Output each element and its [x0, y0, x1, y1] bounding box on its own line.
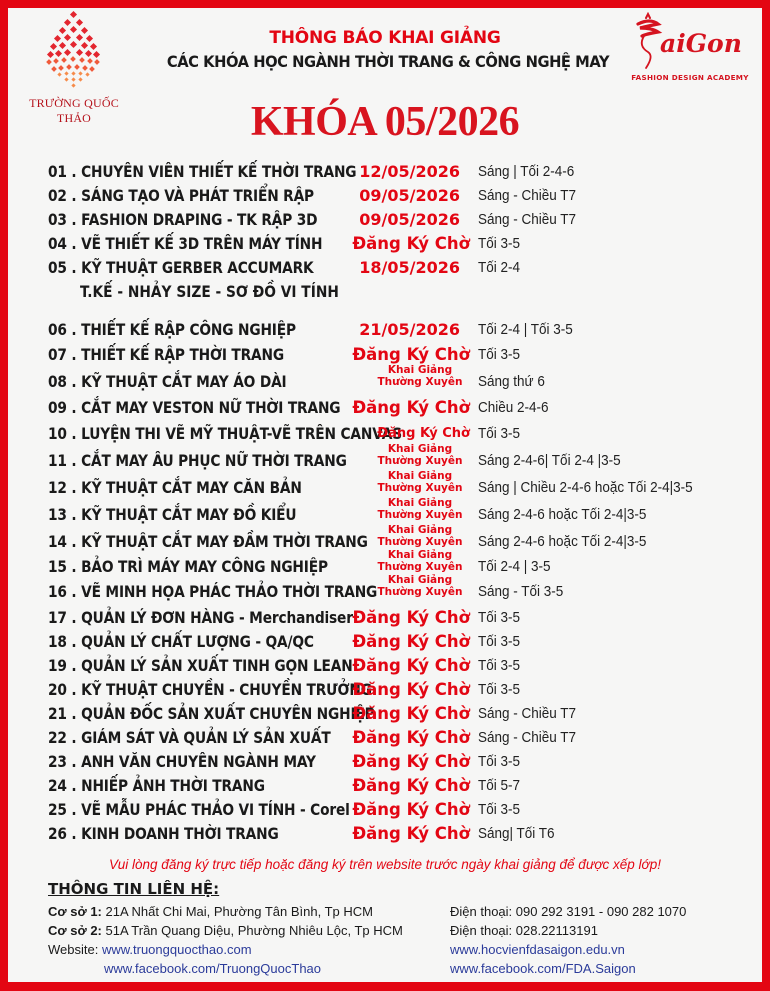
- course-row: [0, 210, 770, 234]
- course-row: [0, 258, 770, 306]
- course-start-date: 09/05/2026: [359, 186, 460, 205]
- course-row: [0, 234, 770, 258]
- course-row: [0, 574, 770, 606]
- course-start-waitlist: Đăng Ký Chờ: [352, 728, 470, 747]
- course-title: 13 . KỸ THUẬT CẮT MAY ĐỒ KIỂU: [48, 505, 297, 524]
- course-start-ongoing: Khai Giảng Thường Xuyên: [377, 524, 463, 548]
- course-title: 09 . CẮT MAY VESTON NỮ THỜI TRANG: [48, 398, 341, 417]
- website-link-fdasaigon[interactable]: www.hocvienfdasaigon.edu.vn: [450, 942, 625, 957]
- course-title: 24 . NHIẾP ẢNH THỜI TRANG: [48, 776, 265, 795]
- course-title: 15 . BẢO TRÌ MÁY MAY CÔNG NGHIỆP: [48, 557, 328, 576]
- course-start-waitlist: Đăng Ký Chờ: [352, 345, 470, 364]
- course-start-waitlist: Đăng Ký Chờ: [352, 632, 470, 651]
- course-row: [0, 162, 770, 186]
- course-schedule: Tối 3-5: [478, 753, 521, 770]
- svg-text:aiGon: aiGon: [660, 29, 742, 58]
- course-schedule: Tối 3-5: [478, 681, 521, 698]
- course-title: 21 . QUẢN ĐỐC SẢN XUẤT CHUYÊN NGHIỆP: [48, 704, 375, 723]
- course-schedule: Sáng - Tối 3-5: [478, 583, 564, 600]
- course-start-waitlist: Đăng Ký Chờ: [352, 680, 470, 699]
- facebook-link-fdasaigon[interactable]: www.facebook.com/FDA.Saigon: [450, 961, 636, 976]
- course-title: 23 . ANH VĂN CHUYÊN NGÀNH MAY: [48, 752, 316, 771]
- course-title: 26 . KINH DOANH THỜI TRANG: [48, 824, 279, 843]
- course-schedule: Sáng| Tối T6: [478, 825, 555, 842]
- contact-heading: THÔNG TIN LIÊN HỆ:: [48, 880, 220, 898]
- campus-2-phone: Điện thoại: 028.22113191: [450, 923, 598, 938]
- campus-2-address: Cơ sở 2: 51A Trần Quang Diệu, Phường Nhiêu Lộc, Tp HCM: [48, 923, 403, 938]
- course-title: 22 . GIÁM SÁT VÀ QUẢN LÝ SẢN XUẤT: [48, 728, 331, 747]
- course-schedule: Tối 5-7: [478, 777, 521, 794]
- course-row: [0, 824, 770, 848]
- course-title: 06 . THIẾT KẾ RẬP CÔNG NGHIỆP: [48, 320, 296, 339]
- course-title: 02 . SÁNG TẠO VÀ PHÁT TRIỂN RẬP: [48, 186, 314, 205]
- course-term-title: KHÓA 05/2026: [250, 99, 520, 145]
- website-label: Website:: [48, 942, 102, 957]
- course-title: 18 . QUẢN LÝ CHẤT LƯỢNG - QA/QC: [48, 632, 314, 651]
- course-schedule: Tối 3-5: [478, 609, 521, 626]
- course-schedule: Tối 3-5: [478, 633, 521, 650]
- course-schedule: Sáng - Chiều T7: [478, 705, 577, 722]
- course-title: 14 . KỸ THUẬT CẮT MAY ĐẦM THỜI TRANG: [48, 532, 368, 551]
- course-schedule: Sáng | Tối 2-4-6: [478, 163, 575, 180]
- course-row: [0, 632, 770, 656]
- course-row: [0, 608, 770, 632]
- course-row: [0, 704, 770, 728]
- facebook-link-truongquocthao[interactable]: www.facebook.com/TruongQuocThao: [104, 961, 322, 976]
- course-row: [0, 680, 770, 704]
- course-start-ongoing: Khai Giảng Thường Xuyên: [377, 574, 463, 598]
- course-schedule: Sáng - Chiều T7: [478, 729, 577, 746]
- right-logo-subtitle: FASHION DESIGN ACADEMY: [631, 73, 749, 82]
- course-title: 12 . KỸ THUẬT CẮT MAY CĂN BẢN: [48, 478, 302, 497]
- course-row: [0, 364, 770, 396]
- registration-note: Vui lòng đăng ký trực tiếp hoặc đăng ký trên website trước ngày khai giảng để được xếp lớp!: [109, 857, 661, 872]
- course-start-ongoing: Khai Giảng Thường Xuyên: [377, 497, 463, 521]
- course-row: [0, 800, 770, 824]
- course-schedule: Tối 3-5: [478, 346, 521, 363]
- course-start-waitlist: Đăng Ký Chờ: [352, 824, 470, 843]
- course-row: [0, 752, 770, 776]
- course-schedule: Sáng thứ 6: [478, 373, 545, 390]
- course-schedule: Tối 2-4 | 3-5: [478, 558, 551, 575]
- course-start-waitlist: Đăng Ký Chờ: [352, 234, 470, 253]
- course-start-ongoing: Khai Giảng Thường Xuyên: [377, 364, 463, 388]
- course-start-waitlist: Đăng Ký Chờ: [352, 752, 470, 771]
- course-start-waitlist: Đăng Ký Chờ: [352, 704, 470, 723]
- notice-subtitle: CÁC KHÓA HỌC NGÀNH THỜI TRANG & CÔNG NGHỆ MAY: [166, 52, 610, 71]
- course-title: 01 . CHUYÊN VIÊN THIẾT KẾ THỜI TRANG: [48, 162, 357, 181]
- course-start-waitlist: Đăng Ký Chờ: [352, 776, 470, 795]
- course-schedule: Sáng 2-4-6 hoặc Tối 2-4|3-5: [478, 506, 647, 523]
- course-schedule: Tối 2-4: [478, 259, 521, 276]
- course-schedule: Tối 3-5: [478, 657, 521, 674]
- course-title: 07 . THIẾT KẾ RẬP THỜI TRANG: [48, 345, 285, 364]
- course-schedule: Sáng - Chiều T7: [478, 211, 577, 228]
- course-title: 08 . KỸ THUẬT CẮT MAY ÁO DÀI: [48, 372, 287, 391]
- course-title: 25 . VẼ MẪU PHÁC THẢO VI TÍNH - Corel: [48, 800, 350, 819]
- course-start-waitlist: Đăng Ký Chờ: [352, 608, 470, 627]
- course-start-date: 18/05/2026: [359, 258, 460, 277]
- course-row: [0, 776, 770, 800]
- course-schedule: Sáng 2-4-6| Tối 2-4 |3-5: [478, 452, 621, 469]
- course-start-ongoing: Khai Giảng Thường Xuyên: [377, 470, 463, 494]
- course-schedule: Tối 3-5: [478, 801, 521, 818]
- course-schedule: Tối 3-5: [478, 425, 521, 442]
- course-row: [0, 320, 770, 344]
- campus-1-phone: Điện thoại: 090 292 3191 - 090 282 1070: [450, 904, 687, 919]
- course-row: [0, 728, 770, 752]
- course-start-ongoing: Khai Giảng Thường Xuyên: [377, 549, 463, 573]
- course-title: 16 . VẼ MINH HỌA PHÁC THẢO THỜI TRANG: [48, 582, 378, 601]
- course-schedule: Sáng - Chiều T7: [478, 187, 577, 204]
- course-start-waitlist: Đăng Ký Chờ: [352, 800, 470, 819]
- left-logo-name: TRƯỜNG QUỐC THẢO: [29, 96, 119, 125]
- notice-heading: THÔNG BÁO KHAI GIẢNG: [269, 28, 501, 48]
- course-title: 03 . FASHION DRAPING - TK RẬP 3D: [48, 210, 318, 229]
- course-start-waitlist: Đăng Ký Chờ: [352, 656, 470, 675]
- website-row: [48, 942, 252, 957]
- course-title: 17 . QUẢN LÝ ĐƠN HÀNG - Merchandiser: [48, 608, 353, 627]
- course-title: 11 . CẮT MAY ÂU PHỤC NỮ THỜI TRANG: [48, 451, 347, 470]
- course-title: 05 . KỸ THUẬT GERBER ACCUMARK: [48, 258, 314, 277]
- course-title-line2: T.KẾ - NHẢY SIZE - SƠ ĐỒ VI TÍNH: [80, 282, 339, 301]
- course-start-ongoing: Khai Giảng Thường Xuyên: [377, 443, 463, 467]
- course-title: 20 . KỸ THUẬT CHUYỀN - CHUYỀN TRƯỞNG: [48, 680, 372, 699]
- course-schedule: Tối 2-4 | Tối 3-5: [478, 321, 573, 338]
- course-schedule: Sáng | Chiều 2-4-6 hoặc Tối 2-4|3-5: [478, 479, 693, 496]
- course-row: [0, 186, 770, 210]
- course-schedule: Chiều 2-4-6: [478, 399, 549, 416]
- course-row: [0, 656, 770, 680]
- course-start-date: 09/05/2026: [359, 210, 460, 229]
- course-start-waitlist: Đăng Ký Chờ: [377, 426, 470, 441]
- course-schedule: Tối 3-5: [478, 235, 521, 252]
- website-link-truongquocthao[interactable]: www.truongquocthao.com: [101, 942, 252, 957]
- campus-1-address: Cơ sở 1: 21A Nhất Chi Mai, Phường Tân Bình, Tp HCM: [48, 904, 373, 919]
- course-title: 04 . VẼ THIẾT KẾ 3D TRÊN MÁY TÍNH: [48, 234, 323, 253]
- course-start-date: 12/05/2026: [359, 162, 460, 181]
- course-schedule: Sáng 2-4-6 hoặc Tối 2-4|3-5: [478, 533, 647, 550]
- course-row: [0, 398, 770, 422]
- course-start-waitlist: Đăng Ký Chờ: [352, 398, 470, 417]
- course-title: 10 . LUYỆN THI VẼ MỸ THUẬT-VẼ TRÊN CANVAS: [48, 424, 403, 443]
- course-title: 19 . QUẢN LÝ SẢN XUẤT TINH GỌN LEAN: [48, 656, 353, 675]
- course-start-date: 21/05/2026: [359, 320, 460, 339]
- diamond-dot-pattern-icon: [34, 10, 114, 90]
